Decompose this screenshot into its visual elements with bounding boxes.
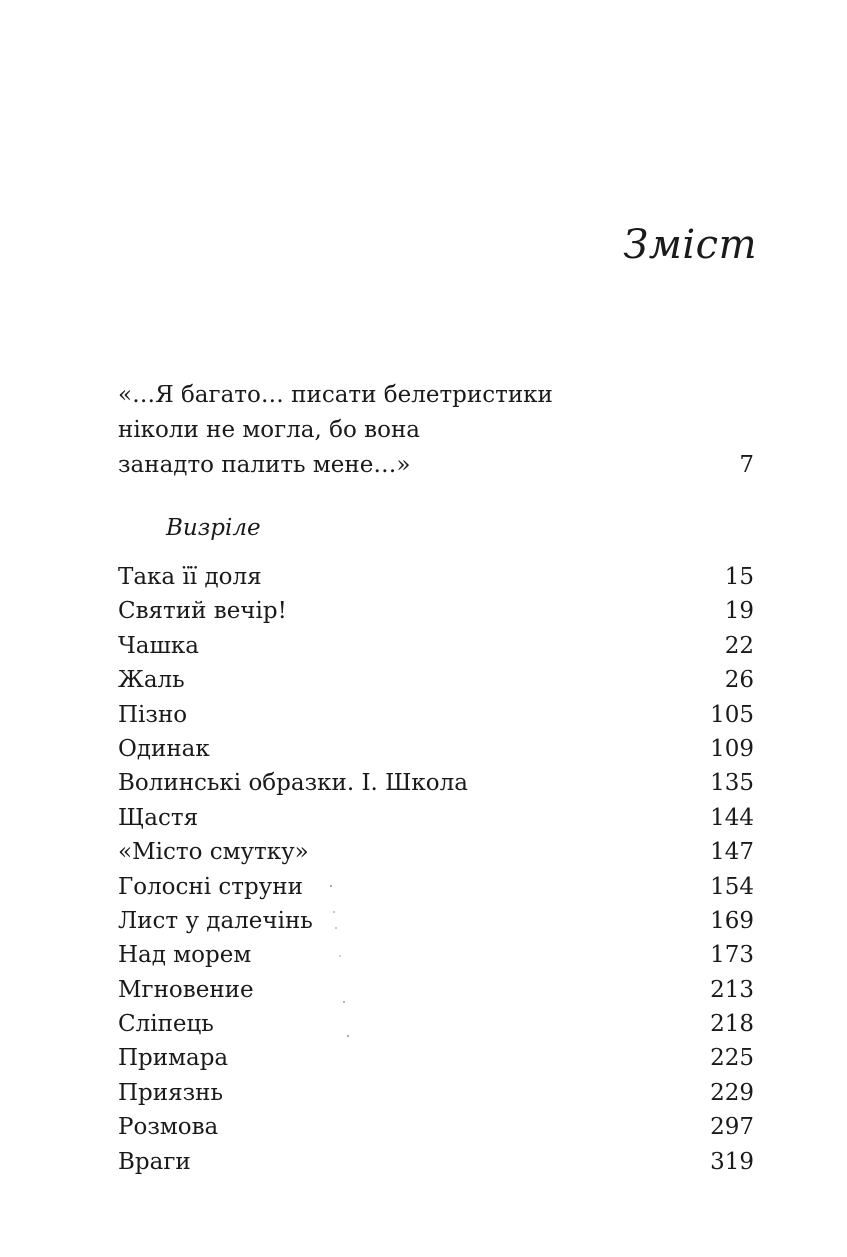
intro-line: «…Я багато… писати белетристики	[118, 382, 553, 408]
section-title: Визріле	[166, 515, 261, 541]
toc-entry-title: Пізно	[118, 701, 188, 728]
scan-specks	[328, 880, 358, 1050]
toc-entry	[118, 973, 754, 1007]
toc-entry	[118, 1110, 754, 1144]
toc-entry	[118, 904, 754, 938]
toc-entry	[118, 835, 754, 869]
toc-entry-page: 15	[724, 564, 754, 590]
intro-page-number: 7	[739, 452, 754, 478]
intro-entry	[118, 378, 758, 483]
toc-entry	[118, 629, 754, 663]
toc-entry-page: 218	[710, 1011, 754, 1038]
toc-entry-title: Сліпець	[118, 1011, 214, 1038]
intro-last-line-row	[118, 448, 754, 483]
toc-entry-title: Розмова	[118, 1114, 219, 1141]
toc-entry-page: 144	[710, 804, 754, 831]
toc-entry-page: 297	[710, 1114, 754, 1141]
intro-line: занадто палить мене…»	[118, 452, 411, 478]
toc-entry-title: Примара	[118, 1045, 229, 1072]
toc-entry-page: 19	[724, 598, 754, 625]
toc-entry-title: Така її доля	[118, 564, 262, 590]
toc-entry	[118, 1145, 754, 1179]
toc-entry-title: Приязнь	[118, 1079, 224, 1106]
toc-entry	[118, 1076, 754, 1110]
toc-entry	[118, 560, 754, 594]
toc-entry-page: 225	[710, 1045, 754, 1072]
toc-entry-title: Лист у далечінь	[118, 907, 313, 934]
toc-entry-title: Чашка	[118, 632, 199, 659]
toc-entry	[118, 766, 754, 800]
toc-entry	[118, 870, 754, 904]
toc-entry-page: 319	[710, 1148, 754, 1175]
toc-entry-page: 147	[710, 839, 754, 866]
toc-entry-page: 213	[710, 976, 754, 1003]
toc-entry-title: Святий вечір!	[118, 598, 287, 625]
toc-entry	[118, 594, 754, 628]
intro-line: ніколи не могла, бо вона	[118, 417, 420, 443]
toc-entry-title: Жаль	[118, 667, 185, 694]
toc-entry-title: Мгновение	[118, 976, 254, 1003]
toc-entry	[118, 1007, 754, 1041]
toc-entry-page: 154	[710, 873, 754, 900]
toc-entry-page: 135	[710, 770, 754, 797]
toc-entry-title: Над морем	[118, 942, 252, 969]
toc-list	[118, 560, 754, 1179]
toc-entry-title: Голосні струни	[118, 873, 303, 900]
toc-entry-title: «Місто смутку»	[118, 839, 309, 866]
toc-entry	[118, 663, 754, 697]
toc-entry-page: 173	[710, 942, 754, 969]
toc-entry-page: 22	[724, 632, 754, 659]
toc-entry-page: 229	[710, 1079, 754, 1106]
toc-entry-title: Щастя	[118, 804, 199, 831]
toc-entry-title: Одинак	[118, 735, 210, 762]
toc-entry-title: Враги	[118, 1148, 191, 1175]
toc-entry	[118, 1041, 754, 1075]
toc-entry	[118, 801, 754, 835]
toc-entry	[118, 938, 754, 972]
toc-entry	[118, 732, 754, 766]
toc-entry-page: 169	[710, 907, 754, 934]
toc-entry	[118, 698, 754, 732]
toc-entry-title: Волинські образки. І. Школа	[118, 770, 468, 797]
toc-entry-page: 105	[710, 701, 754, 728]
toc-entry-page: 26	[724, 667, 754, 694]
page-title: Зміст	[623, 222, 757, 268]
toc-entry-page: 109	[710, 735, 754, 762]
